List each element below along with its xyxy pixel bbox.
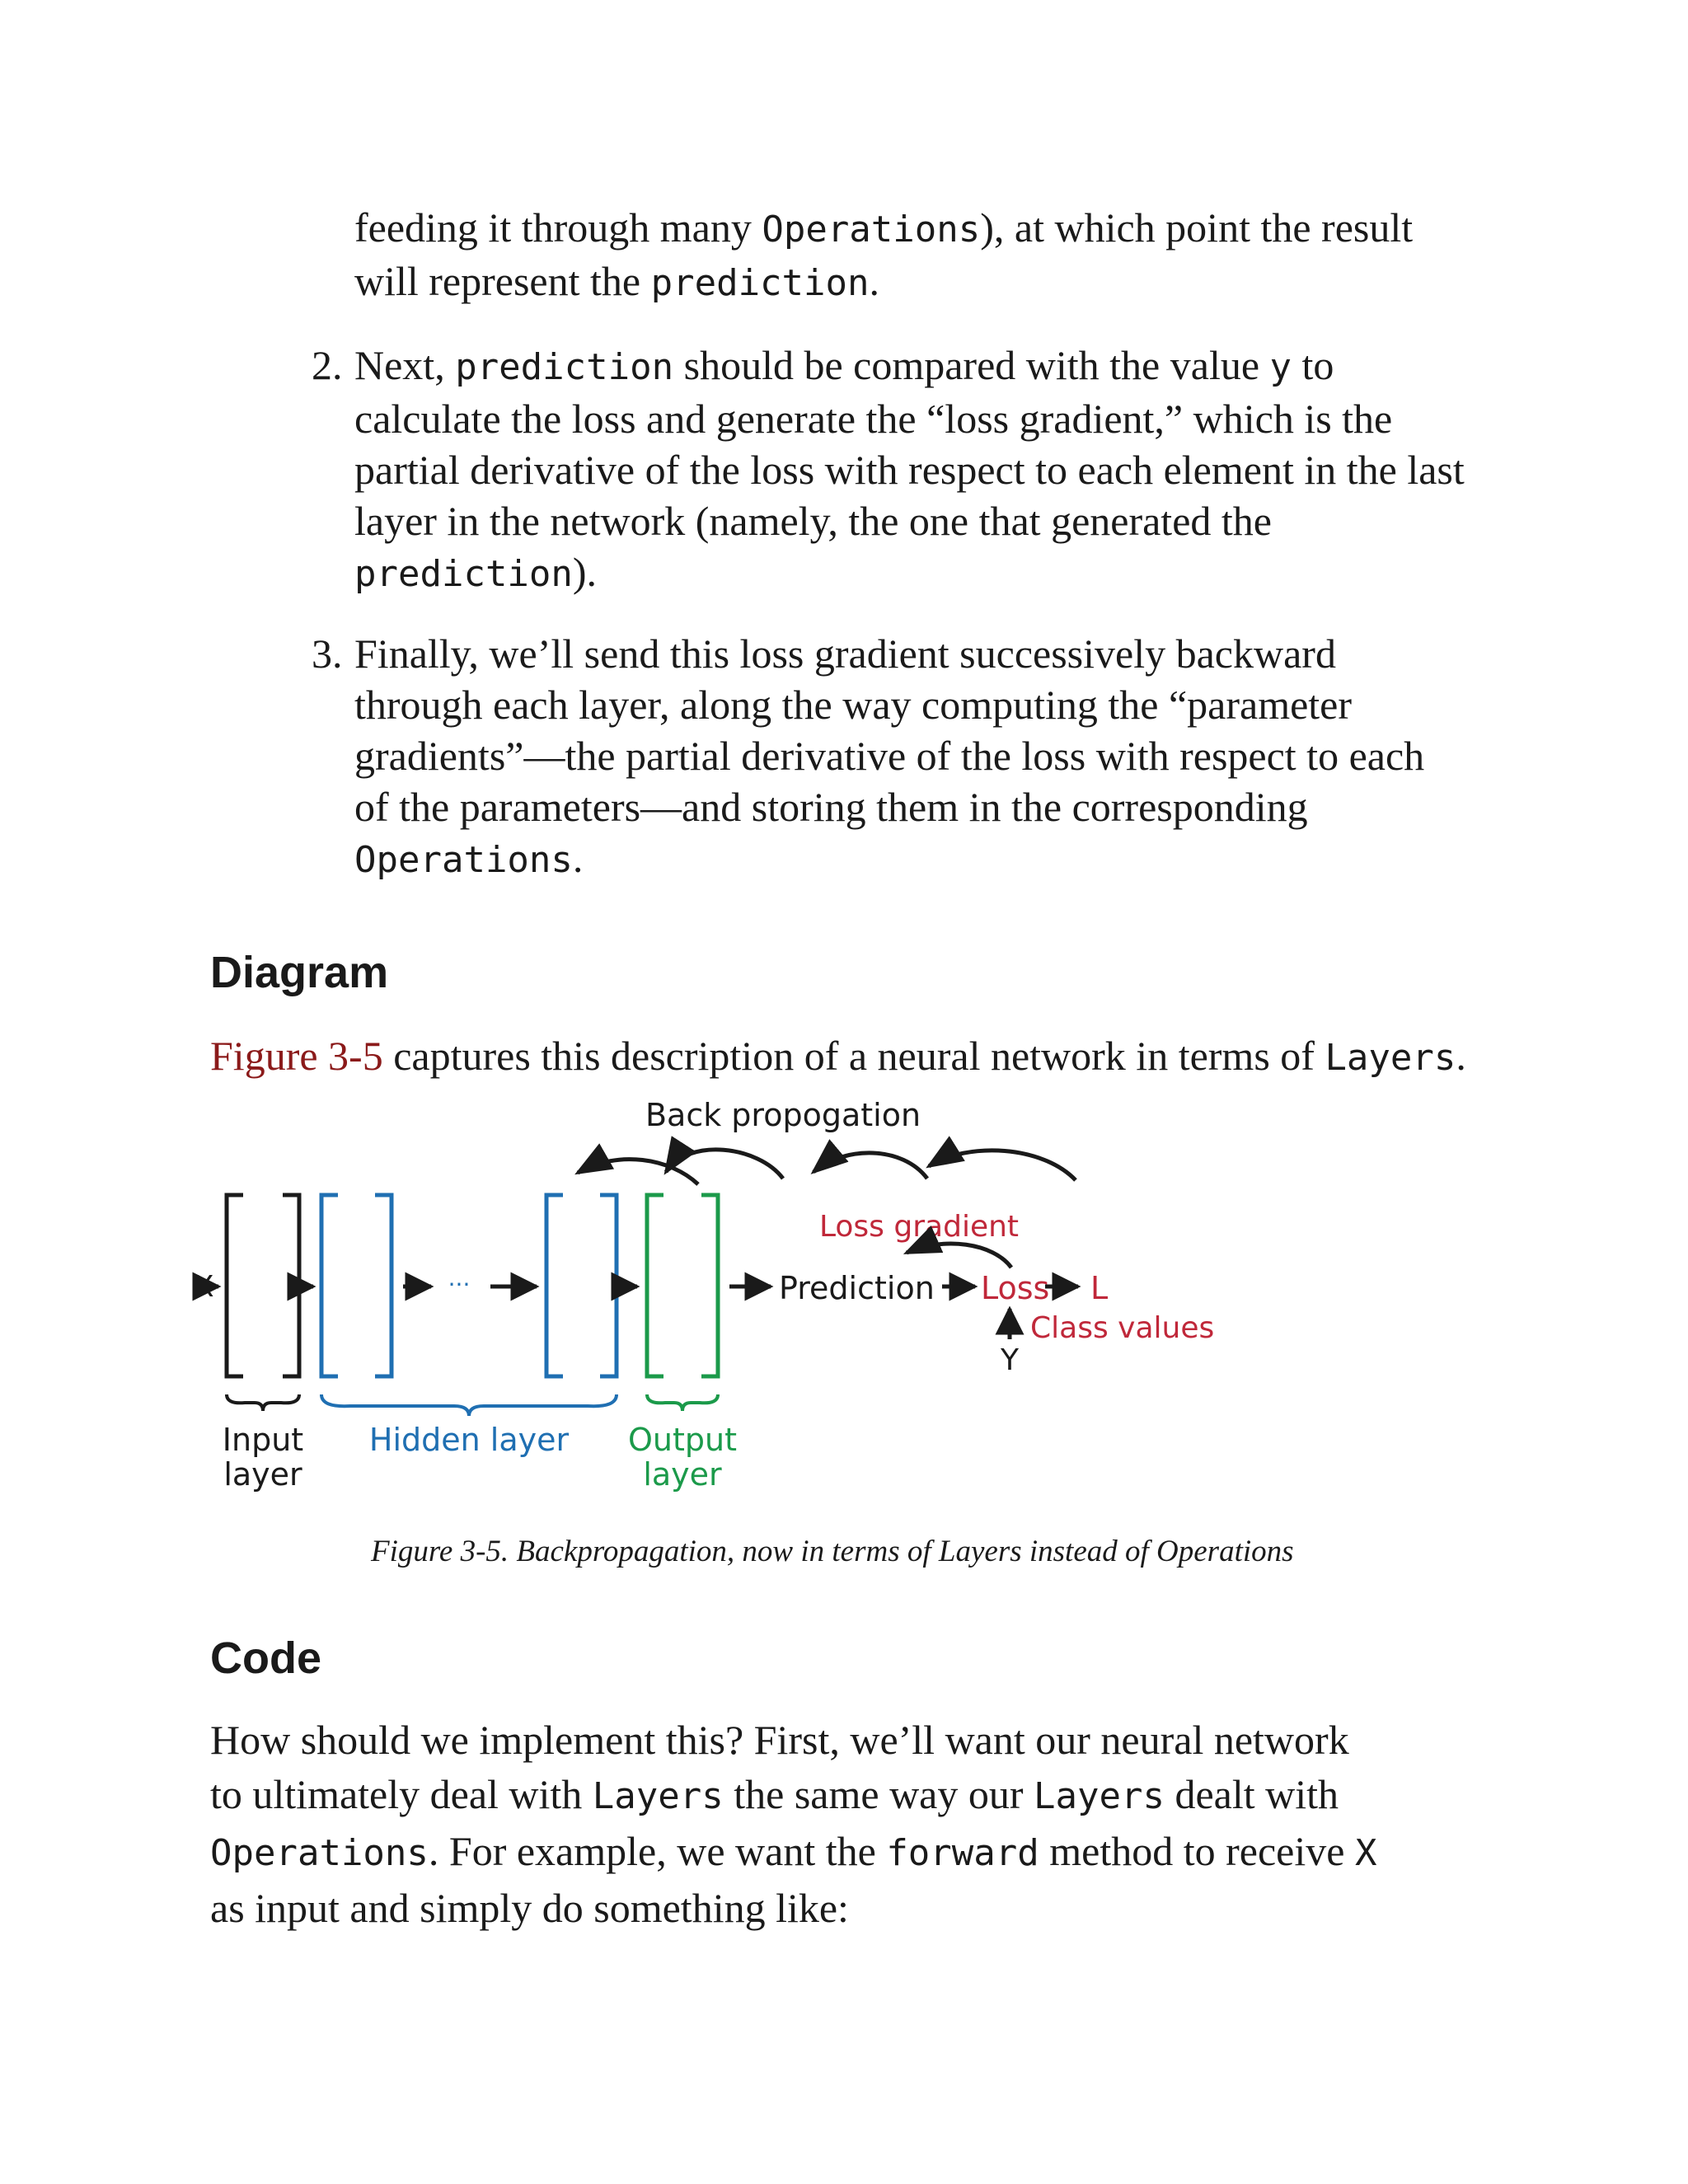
item1-text-d: .	[869, 258, 880, 304]
code-text-f: as input and simply do something like:	[210, 1885, 849, 1931]
item3-text-b: .	[572, 835, 584, 881]
loss-gradient-arrow	[907, 1244, 1011, 1268]
back-propagation-arcs	[578, 1150, 1076, 1184]
code-heading: Code	[210, 1633, 321, 1683]
class-values-label: Class values	[1030, 1311, 1215, 1345]
item2-code-prediction: prediction	[455, 346, 674, 388]
code-forward: forward	[886, 1832, 1039, 1874]
backpropagation-figure	[194, 1097, 1488, 1525]
y-label: Y	[1001, 1343, 1019, 1377]
intro-text-b: .	[1456, 1033, 1466, 1079]
list-item-2-number: 2.	[312, 342, 343, 388]
item1-code-prediction: prediction	[650, 262, 870, 304]
item3-text-a: Finally, we’ll send this loss gradient successively backward through each layer, along the way computing the “parameter gradients”—the partial derivative of the loss with respect to each of the parameters—and storing them in the corresponding	[354, 630, 1425, 830]
item3-code-operations: Operations	[354, 839, 573, 881]
code-text-b: the same way our	[723, 1771, 1034, 1817]
list-item-3-number: 3.	[312, 630, 343, 677]
output-layer-bracket	[647, 1195, 718, 1376]
input-layer-brace	[227, 1394, 299, 1411]
list-item-3	[354, 628, 1459, 886]
diagram-intro	[210, 1030, 1529, 1084]
hidden-layer-label: Hidden layer	[368, 1422, 570, 1458]
item1-text-a: feeding it through many	[354, 204, 762, 251]
output-layer-brace	[647, 1394, 718, 1411]
hidden-layer-brace	[321, 1394, 617, 1416]
hidden-layer-dots: ···	[448, 1271, 471, 1298]
code-operations: Operations	[210, 1832, 429, 1874]
loss-label: Loss	[981, 1270, 1050, 1306]
item2-text-a: Next,	[354, 342, 456, 388]
list-item-2	[354, 340, 1475, 600]
item2-text-c: to calculate the loss and generate the “loss gradient,” which is the partial derivative of the loss with respect to each element in the last layer in the network (namely, the one that generated the	[354, 342, 1465, 544]
code-text-d: . For example, we want the	[428, 1828, 887, 1874]
diagram-heading: Diagram	[210, 948, 389, 997]
item1-text-c: will represent the	[354, 258, 651, 304]
code-text-c: dealt with	[1164, 1771, 1339, 1817]
figure-3-5-link[interactable]: Figure 3-5	[210, 1033, 383, 1079]
input-layer-bracket	[227, 1195, 299, 1376]
intro-text-a: captures this description of a neural network in terms of	[382, 1033, 1325, 1079]
code-x: X	[1354, 1832, 1377, 1874]
output-layer-label-1: Output	[628, 1422, 737, 1458]
L-label: L	[1090, 1270, 1109, 1306]
input-layer-label-1: Input	[222, 1422, 304, 1458]
prediction-label: Prediction	[779, 1270, 935, 1306]
list-item-1-continuation	[354, 202, 1508, 309]
item2-text-d: ).	[572, 549, 598, 595]
intro-code-layers: Layers	[1325, 1037, 1456, 1079]
code-layers-2: Layers	[1034, 1775, 1165, 1817]
code-text-a: How should we implement this? First, we’ll want our neural network to ultimately deal with	[210, 1717, 1349, 1817]
item2-code-y: y	[1269, 346, 1292, 388]
loss-gradient-label: Loss gradient	[818, 1210, 1020, 1244]
code-layers-1: Layers	[592, 1775, 724, 1817]
input-layer-label-2: layer	[223, 1456, 302, 1493]
figure-caption: Figure 3-5. Backpropagation, now in terms of Layers instead of Operations	[371, 1535, 1294, 1568]
code-intro-paragraph	[210, 1713, 1389, 1935]
item2-text-b: should be compared with the value	[673, 342, 1270, 388]
item1-code-operations: Operations	[762, 209, 981, 251]
item2-code-prediction-2: prediction	[354, 553, 573, 595]
back-propagation-label: Back propogation	[645, 1097, 921, 1133]
item1-text-b: ), at which point the result	[980, 204, 1414, 251]
code-text-e: method to receive	[1039, 1828, 1355, 1874]
input-x-label: X	[194, 1270, 214, 1304]
output-layer-label-2: layer	[643, 1456, 722, 1493]
